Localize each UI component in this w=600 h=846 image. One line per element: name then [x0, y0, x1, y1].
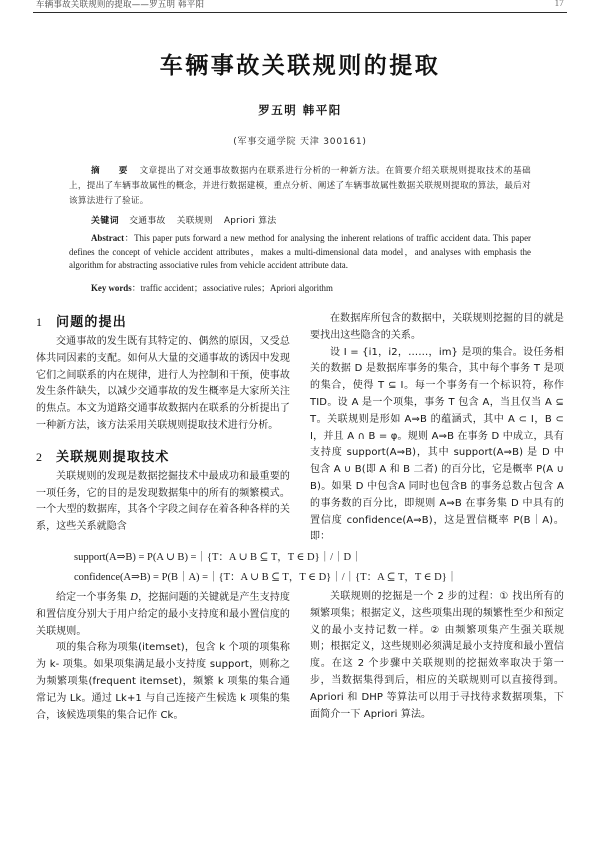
- keywords-english: [69, 281, 531, 294]
- keywords-english-text: ：traffic accident；associative rules；Apriori algorithm: [131, 282, 333, 293]
- keyword-cn-2: Apriori 算法: [223, 216, 277, 227]
- section-heading-2: [36, 446, 290, 465]
- paragraph-right-1: 在数据库所包含的数据中，关联规则挖掘的目的就是要找出这些隐含的关系。: [310, 312, 564, 341]
- section-title-2: 关联规则提取技术: [56, 449, 170, 465]
- author-list: 罗五明 韩平阳: [258, 103, 342, 117]
- column-left-lower: [36, 589, 290, 724]
- keyword-cn-0: 交通事故: [129, 216, 166, 227]
- body-columns-lower: [36, 589, 564, 724]
- body-columns-upper: [36, 311, 564, 546]
- page-number: 17: [554, 0, 564, 8]
- abstract-english-label: Abstract: [91, 233, 125, 244]
- paragraph-left-4: 项的集合称为项集(itemset)，包含 k 个项的项集称为 k- 项集。如果项集满足最小支持度 support，则称之为频繁项集(frequent itemset)，频繁 k 项集的集合通常记为 Lk。通过 Lk+1 与自己连接产生候选 k 项集的集合，该候选项集的集合记作 Ck。: [36, 642, 290, 721]
- header-divider: [33, 12, 567, 13]
- section-heading-1: [36, 311, 290, 330]
- abstract-english: [69, 232, 531, 273]
- abstract-chinese-text: 文章提出了对交通事故数据内在联系进行分析的一种新方法。在简要介绍关联规则提取技术的基础上，提出了车辆事故属性的概念，并进行数据建模，重点分析、阐述了车辆事故属性数据关联规则提取的算法，最后对该算法进行了验证。: [69, 166, 531, 206]
- paragraph-left-3-rest: ，挖掘问题的关键就是产生支持度和置信度分别大于用户给定的最小支持度和最小置信度的关联规则。: [36, 592, 291, 637]
- page-title: 车辆事故关联规则的提取: [159, 53, 441, 79]
- section-number-2: 2: [36, 449, 42, 464]
- column-left-upper: [36, 311, 290, 536]
- math-var-d: D: [130, 592, 139, 604]
- running-head-title: 车辆事故关联规则的提取——罗五明 韩平阳: [36, 0, 205, 10]
- paragraph-left-2: 关联规则的发现是数据挖掘技术中最成功和最重要的一项任务，它的目的是发现数据集中的所有的频繁模式。一个大型的数据库，其各个字段之间存在着各种各样的关系，这些关系就隐含: [36, 470, 290, 533]
- abstract-chinese: [69, 164, 531, 208]
- keywords-chinese-label: 关键词: [91, 216, 120, 227]
- affiliation: (军事交通学院 天津 300161): [233, 137, 367, 147]
- column-right-upper: [310, 311, 564, 546]
- abstract-zone: [69, 164, 531, 294]
- paragraph-left-3-prefix: 给定一个事务集: [56, 592, 131, 604]
- formula-support: support(A⇒B) = P(A ∪ B) =｜{T：A ∪ B ⊆ T，T ∈ D}｜/｜D｜: [74, 552, 362, 564]
- abstract-chinese-label: 摘 要: [91, 166, 133, 176]
- paragraph-left-1: 交通事故的发生既有其特定的、偶然的原因，又受总体共同因素的支配。如何从大量的交通事故的诱因中发现它们之间联系的内在规律，进行人为控制和干预，使事故发生条件缺失，以减少交通事故的发生概率是大家所关注的焦点。本文为道路交通事故数据内在联系的分析提出了一种新方法，该方法采用关联规则提取技术进行分析。: [36, 335, 290, 431]
- paragraph-right-2: 设 I = {i1，i2，……，im} 是项的集合。设任务相关的数据 D 是数据库事务的集合，其中每个事务 T 是项的集合，使得 T ⊆ I。每一个事务有一个标识符，称作 TID。设 A 是一个项集，事务 T 包含 A，当且仅当 A ⊆ T。关联规则是形如 A⇒B 的蕴涵式，其中 A ⊂ I，B ⊂ I，并且 A ∩ B = φ。规则 A⇒B 在事务 D 中成立，具有支持度 support(A⇒B)，其中 support(A⇒B) 是 D 中包含 A ∪ B(即 A 和 B 二者) 的百分比，它是概率 P(A ∪ B)。如果 D 中包含A 同时也包含B 的事务总数占包含 A 的事务数的百分比，即规则 A⇒B 在事务集 D 中具有的置信度 confidence(A⇒B)，这是置信概率 P(B｜A)。即：: [310, 346, 564, 543]
- formula-confidence: confidence(A⇒B) = P(B｜A) =｜{T：A ∪ B ⊆ T，T ∈ D}｜/｜{T：A ⊆ T，T ∈ D}｜: [74, 572, 458, 584]
- abstract-english-text: ：This paper puts forward a new method for analysing the inherent relations of traffic accident data. This paper defines the concept of vehicle accident attributes，makes a multi-dimensional data model，and analyses with emphasis the algorithm for abstracting associative rules from vehicle accident attribute data.: [69, 233, 531, 271]
- keywords-english-label: Key words: [91, 282, 132, 293]
- column-right-lower: [310, 589, 564, 723]
- paragraph-left-3: [36, 589, 290, 640]
- keyword-cn-1: 关联规则: [176, 216, 213, 227]
- paragraph-right-3: 关联规则的挖掘是一个 2 步的过程：① 找出所有的频繁项集；根据定义，这些项集出现的频繁性至少和预定义的最小支持记数一样。② 由频繁项集产生强关联规则；根据定义，这些规则必须满足最小支持度和最小置信度。在这 2 个步骤中关联规则的挖掘效率取决于第一步，当数据集得到后，相应的关联规则可以直接得到。Apriori 和 DHP 等算法可以用于寻找待求数据项集，下面简介一下 Apriori 算法。: [310, 591, 564, 720]
- section-number-1: 1: [36, 314, 42, 329]
- title-block: [36, 0, 564, 147]
- keywords-chinese: [69, 213, 531, 226]
- section-title-1: 问题的提出: [56, 314, 128, 330]
